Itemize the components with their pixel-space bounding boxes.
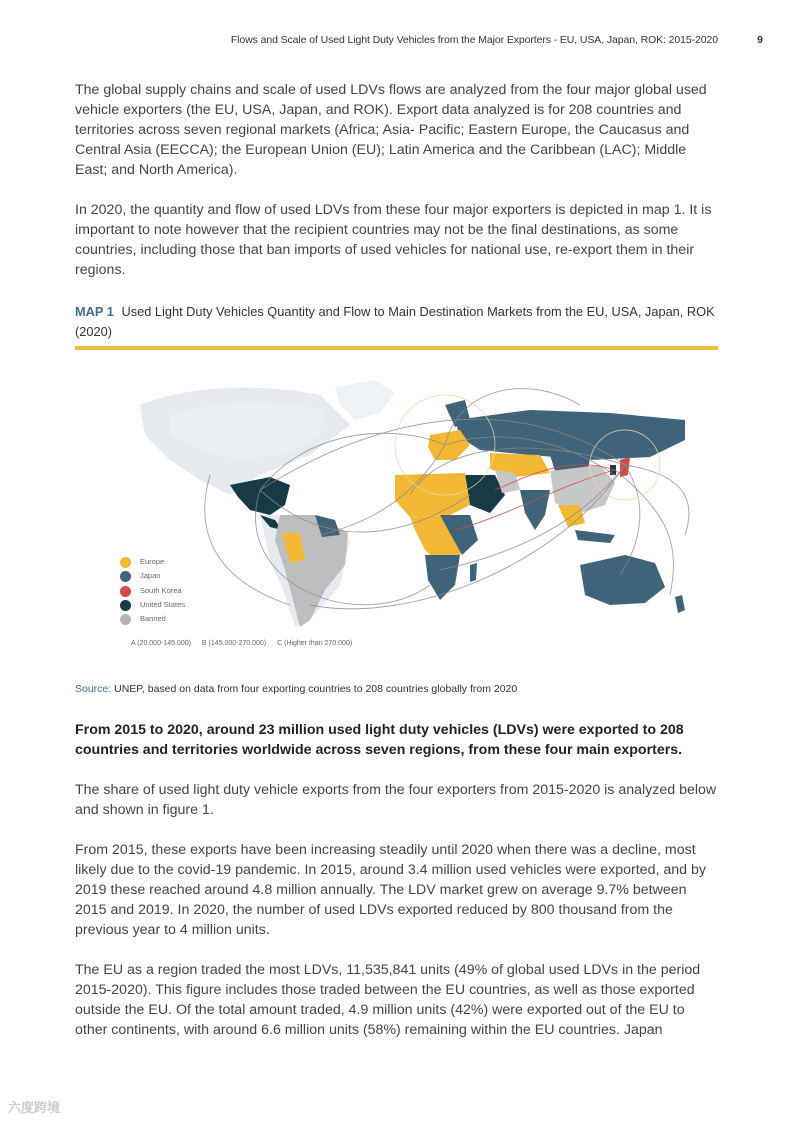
legend-label: Europe bbox=[140, 557, 165, 566]
running-title: Flows and Scale of Used Light Duty Vehicles from the Major Exporters - EU, USA, Japan, ROK: 2015-2020 bbox=[230, 34, 718, 46]
paragraph-share: The share of used light duty vehicle exports from the four exporters from 2015-2020 is analyzed below and shown in figure 1. bbox=[75, 782, 717, 818]
legend-swatch-europe bbox=[120, 557, 131, 568]
world-map-figure bbox=[110, 365, 700, 655]
scale-a: A (20.000-145.000) bbox=[131, 640, 191, 647]
region-japan bbox=[620, 457, 630, 477]
legend-label: Banned bbox=[140, 614, 166, 624]
region-russia bbox=[455, 410, 685, 460]
paragraph-eu: The EU as a region traded the most LDVs, 11,535,841 units (49% of global used LDVs in the period 2015-2020). This figure includes those traded between the EU countries, as well as those exported outside the EU. Of the total amount traded, 4.9 million units (42%) were exported out of the EU to other continents, with around 6.6 million units (58%) remaining within the EU countries. Japan bbox=[75, 962, 701, 1038]
legend-swatch-united-states bbox=[120, 600, 131, 611]
paragraph-intro: The global supply chains and scale of used LDVs flows are analyzed from the four major global used vehicle exporters (the EU, USA, Japan, and ROK). Export data analyzed is for 208 countries and territories across seven regional markets (Africa; Asia- Pacific; Eastern Europe, the Caucasus and Central Asia (EECCA); the European Union (EU); Latin America and the Caribbean (LAC); Middle East; and North America). bbox=[75, 82, 707, 178]
map-caption bbox=[75, 302, 725, 342]
watermark: 六度跨境 bbox=[8, 1100, 61, 1115]
flow-scale bbox=[131, 640, 361, 647]
legend-swatch-south-korea bbox=[120, 586, 131, 597]
map-legend bbox=[120, 556, 185, 627]
legend-item bbox=[120, 599, 185, 613]
map-caption-text: Used Light Duty Vehicles Quantity and Flow to Main Destination Markets from the EU, USA, Japan, ROK (2020) bbox=[75, 304, 715, 339]
map-caption-tag: MAP 1 bbox=[75, 304, 114, 319]
legend-item bbox=[120, 613, 185, 627]
paragraph-2020-flow: In 2020, the quantity and flow of used LDVs from these four major exporters is depicted in map 1. It is important to note however that the recipient countries may not be the final destinations, as some countries, including those that ban imports of used vehicles for national use, re-export them in their regions. bbox=[75, 202, 712, 278]
running-header bbox=[0, 34, 793, 50]
region-greenland bbox=[335, 380, 395, 420]
legend-swatch-japan bbox=[120, 571, 131, 582]
page-number: 9 bbox=[757, 34, 763, 46]
paragraph-trend: From 2015, these exports have been increasing steadily until 2020 when there was a decline, most likely due to the covid-19 pandemic. In 2015, around 3.4 million used vehicles were exported, and by 2019 these reached around 4.8 million annually. The LDV market grew on average 9.7% between 2015 and 2019. In 2020, the number of used LDVs exported reduced by 800 thousand from the previous year to 4 million units. bbox=[75, 842, 706, 938]
legend-label: South Korea bbox=[140, 585, 182, 595]
region-indonesia bbox=[575, 530, 615, 543]
scale-c: C (Higher than 270.000) bbox=[277, 640, 353, 647]
paragraph-highlight: From 2015 to 2020, around 23 million used light duty vehicles (LDVs) were exported to 208 countries and territories worldwide across seven regions, from these four main exporters. bbox=[75, 722, 684, 758]
legend-label: United States bbox=[140, 599, 186, 609]
region-madagascar bbox=[470, 563, 477, 582]
scale-b: B (145.000-270.000) bbox=[201, 640, 267, 647]
source-tag: Source: bbox=[75, 683, 112, 695]
legend-item bbox=[120, 556, 185, 570]
legend-label: Japan bbox=[140, 571, 161, 581]
legend-item bbox=[120, 570, 185, 584]
region-new-zealand bbox=[675, 595, 685, 613]
world-map-svg bbox=[110, 365, 700, 655]
region-southern-africa bbox=[425, 555, 460, 600]
legend-swatch-banned bbox=[120, 614, 131, 625]
caption-rule bbox=[75, 346, 718, 350]
region-australia bbox=[580, 555, 665, 605]
legend-item bbox=[120, 585, 185, 599]
source-text: UNEP, based on data from four exporting countries to 208 countries globally from 2020 bbox=[111, 683, 518, 695]
region-north-africa bbox=[395, 473, 470, 517]
map-source bbox=[75, 683, 517, 695]
